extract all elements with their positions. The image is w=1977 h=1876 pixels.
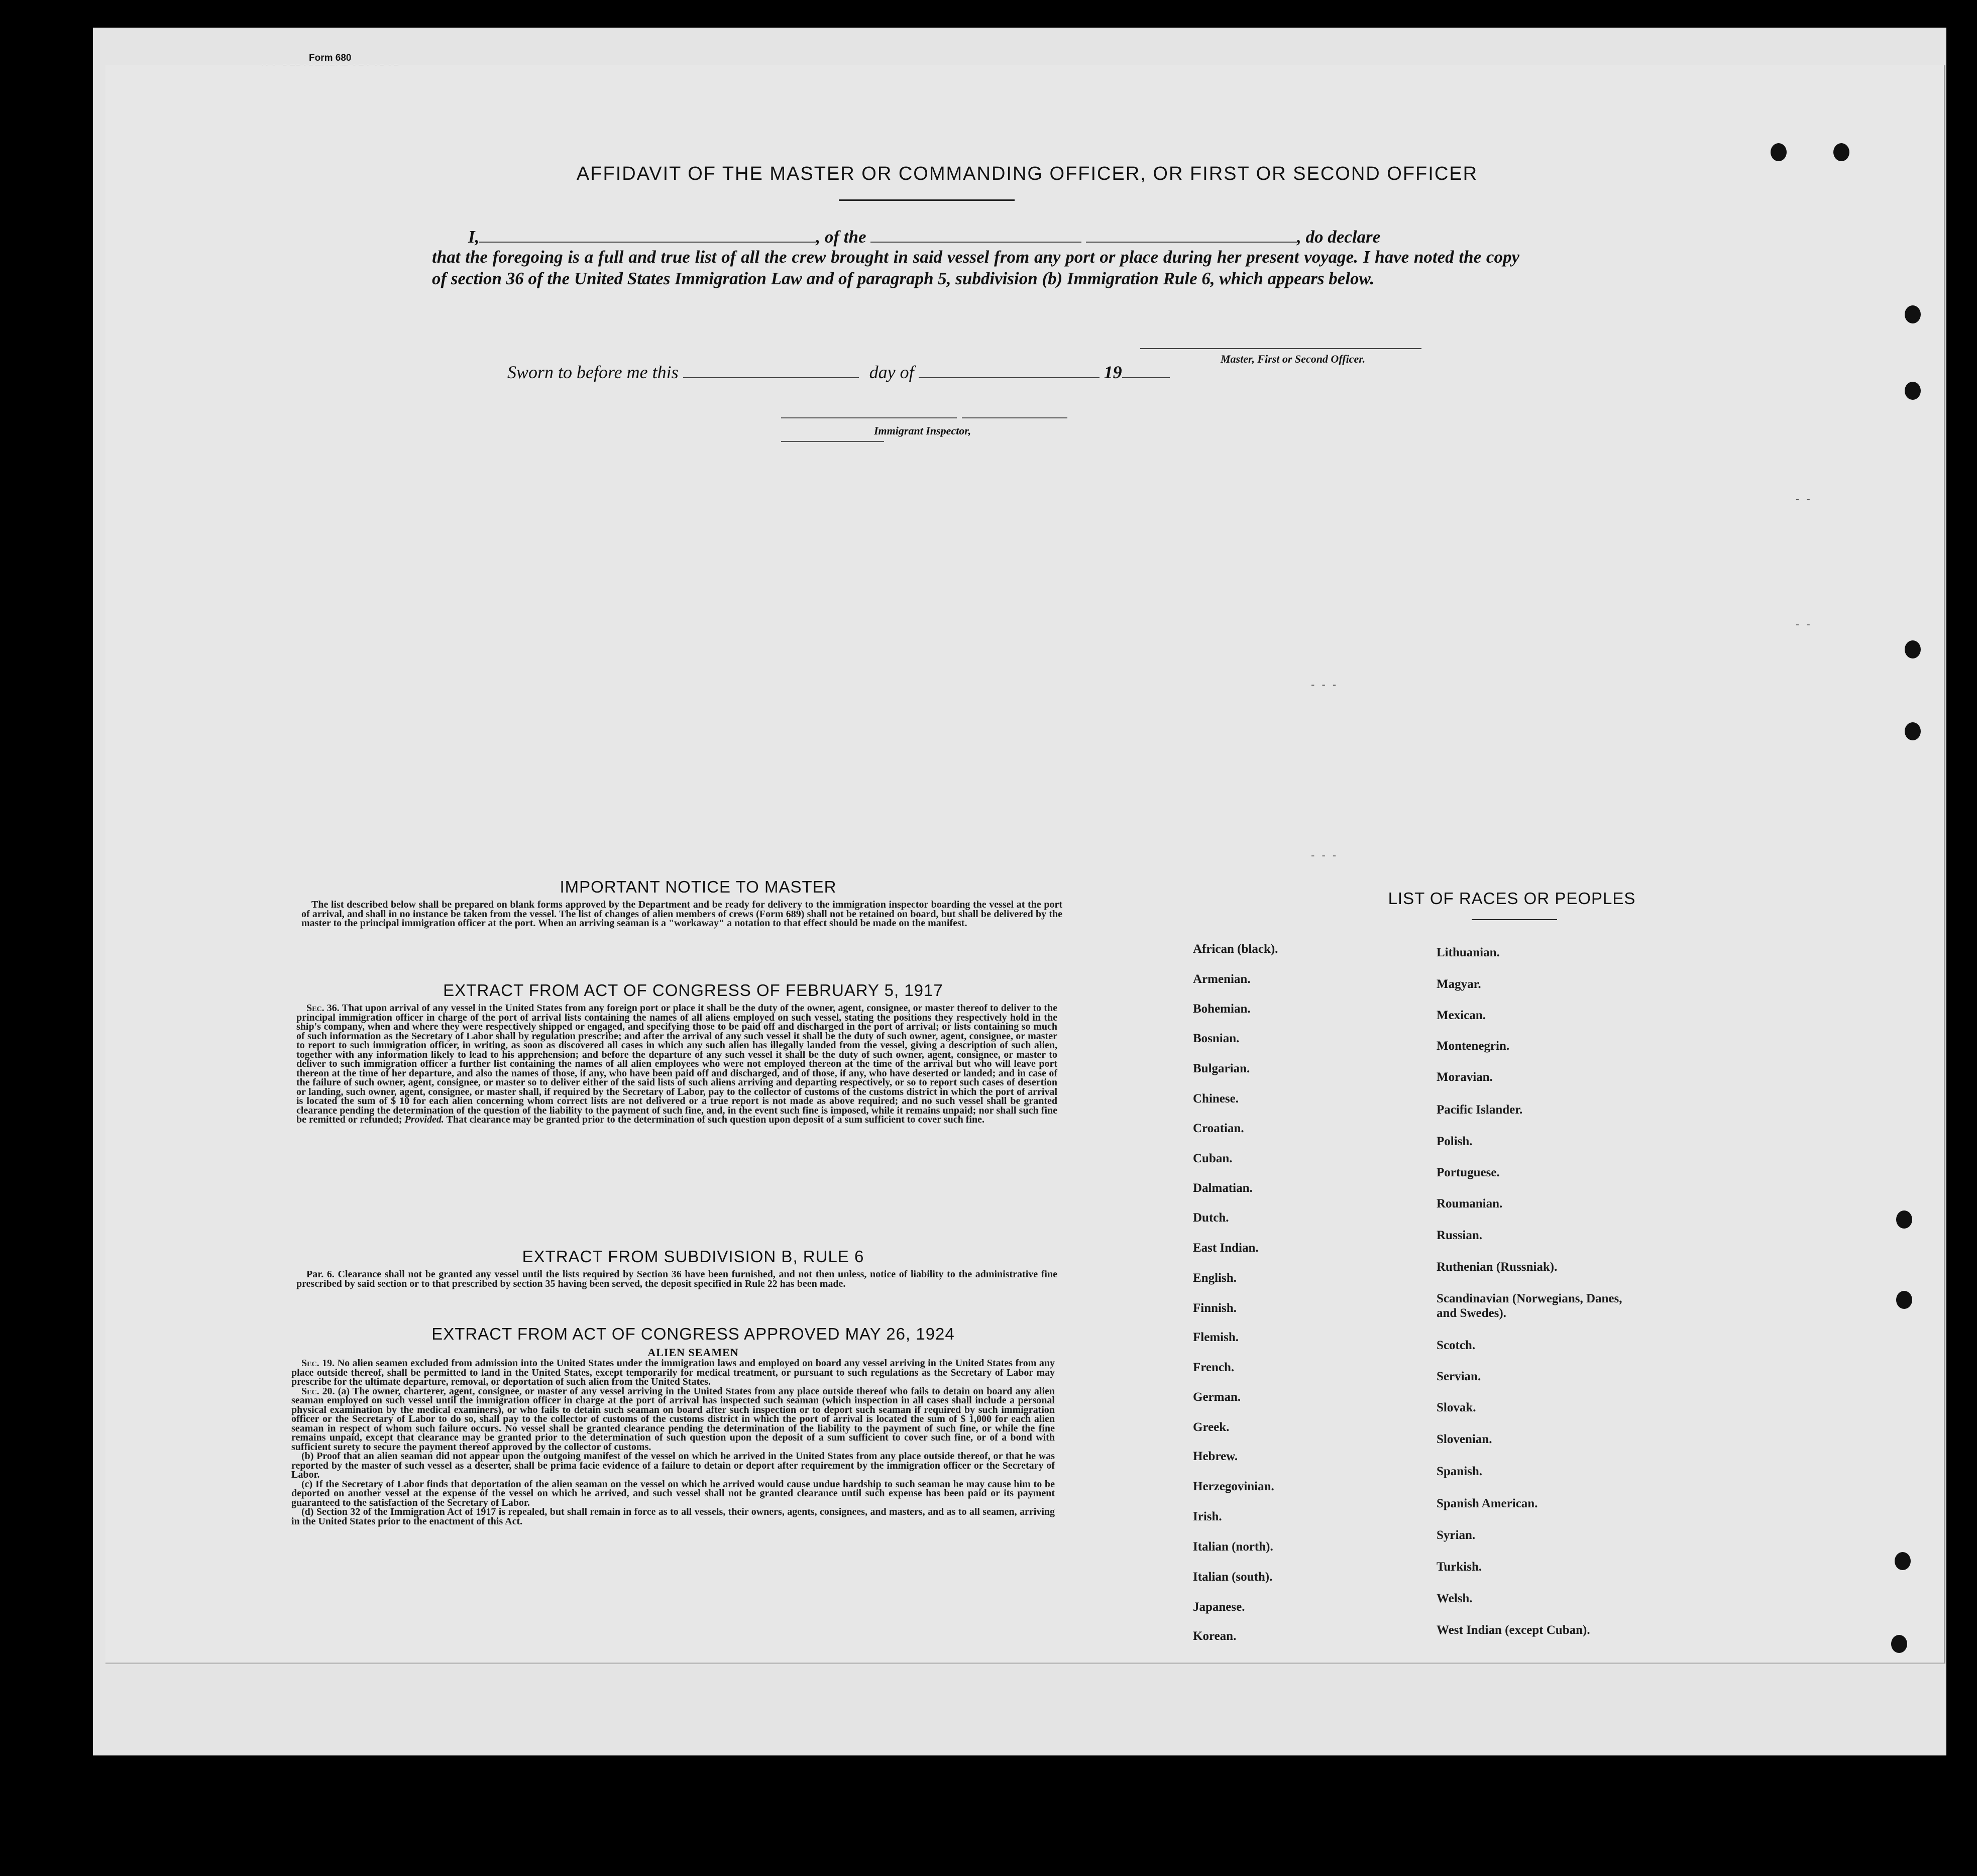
race-item: Slovenian.	[1437, 1432, 1492, 1446]
month-blank[interactable]	[919, 362, 1100, 378]
race-item: Flemish.	[1193, 1331, 1239, 1344]
vessel-blank[interactable]	[870, 227, 1081, 243]
punch-hole	[1771, 143, 1787, 161]
races-heading: LIST OF RACES OR PEOPLES	[1388, 889, 1636, 908]
section-20-label: Sec. 20.	[301, 1385, 335, 1397]
section-36-text: That upon arrival of any vessel in the United States from any foreign port or place it shall be the duty of the owner, agent, consignee, or master thereof to deliver to the principal immigration officer in charge of the port of arrival lists containing the names of all aliens employed on such vessel, stating the positions they respectively hold in the ship's company, when and where they were respectively shipped or engaged, and specifying those to be paid off and discharged in the port of arrival; or lists containing so much of such information as the Secretary of Labor shall by regulation prescribe; and after the arrival of any such vessel it shall be the duty of such owner, agent, consignee, or master to report to such immigration officer, in writing, as soon as discovered all cases in which any such alien has illegally landed from the vessel, giving a description of such alien, together with any information likely to lead to his apprehension; and before the departure of any such vessel it shall be the duty of such owner, agent, consignee, or master to deliver to such immigration officer a further list containing the names of all alien employees who were not employed thereon at the time of the arrival but who will leave port thereon at the time of her departure, and also the names of those, if any, who have been paid off and discharged, and of those, if any, who have deserted or landed; and in case of the failure of such owner, agent, consignee, or master so to deliver either of the said lists of such aliens arriving and departing respectively, or so to report such cases of desertion or landing, such owner, agent, consignee, or master shall, if required by the Secretary of Labor, pay to the collector of customs of the customs district in which the port of arrival is located the sum of $ 10 for each alien concerning whom correct lists are not delivered or a true report is not made as above required; and no such vessel shall be granted clearance pending the determination of the question of the liability to the payment of such fine, and, in the event such fine is imposed, while it remains unpaid; nor shall such fine be remitted or refunded;	[296, 1003, 1057, 1125]
extract-1917-body	[296, 1004, 1057, 1125]
race-item: Montenegrin.	[1437, 1039, 1510, 1053]
notice-body	[301, 900, 1062, 928]
vessel-name-blank[interactable]	[1086, 227, 1297, 243]
day-blank[interactable]	[683, 362, 859, 378]
signature-label: Master, First or Second Officer.	[1221, 353, 1366, 365]
section-36-label: Sec. 36.	[306, 1003, 340, 1014]
race-item: Roumanian.	[1437, 1197, 1503, 1210]
section-20b-text: (b) Proof that an alien seaman did not appear upon the outgoing manifest of the vessel on which he arrived in the United States from any place outside thereof, or that he was reported by the master of such vessel as a deserter, shall be prima facie evidence of a failure to detain or deport after requirement by the immigration officer or the Secretary of Labor.	[291, 1451, 1055, 1480]
race-item: Polish.	[1437, 1135, 1473, 1148]
race-item: Moravian.	[1437, 1070, 1493, 1084]
race-item: Servian.	[1437, 1370, 1481, 1383]
extract-1924-heading: EXTRACT FROM ACT OF CONGRESS APPROVED MAY 26, 1924	[431, 1325, 955, 1343]
race-item: Cuban.	[1193, 1152, 1233, 1165]
race-item: Welsh.	[1437, 1592, 1473, 1605]
declaration-of-the: , of the	[816, 227, 866, 247]
ghost-mark: - -	[1796, 618, 1812, 630]
race-item: Scandinavian (Norwegians, Danes, and Swedes).	[1437, 1292, 1622, 1320]
form-number: Form 680	[309, 53, 352, 63]
title-underline	[839, 199, 1015, 201]
inspector-label: Immigrant Inspector,	[874, 424, 971, 437]
extract-1924-body	[291, 1359, 1055, 1526]
punch-hole	[1905, 640, 1921, 658]
sworn-prefix: Sworn to before me this	[507, 362, 679, 382]
punch-hole	[1896, 1291, 1912, 1309]
race-item: Scotch.	[1437, 1339, 1476, 1352]
section-20c-text: (c) If the Secretary of Labor finds that deportation of the alien seaman on the vessel on which he arrived would cause undue hardship to such seaman he may cause him to be deported on another vessel at the expense of the vessel on which he arrived, and such vessel shall not be granted clearance until such expense has been paid or its payment guaranteed to the satisfaction of the Secretary of Labor.	[291, 1478, 1055, 1508]
race-item: Japanese.	[1193, 1600, 1245, 1614]
race-item: Hebrew.	[1193, 1450, 1238, 1463]
race-item: Herzegovinian.	[1193, 1480, 1274, 1493]
race-item: Bosnian.	[1193, 1032, 1240, 1045]
punch-hole	[1905, 305, 1921, 323]
race-item: Bohemian.	[1193, 1002, 1251, 1016]
race-item: Spanish.	[1437, 1465, 1483, 1478]
race-item: French.	[1193, 1361, 1235, 1374]
signature-line[interactable]	[1140, 348, 1421, 349]
name-blank[interactable]	[479, 227, 816, 243]
provided-text: That clearance may be granted prior to the determination of such question upon deposit of a sum sufficient to cover such fine.	[446, 1114, 984, 1125]
provided-label: Provided.	[404, 1114, 444, 1125]
race-item: Mexican.	[1437, 1009, 1486, 1022]
race-item: African (black).	[1193, 942, 1278, 956]
punch-hole	[1896, 1210, 1912, 1229]
section-20a-text: (a) The owner, charterer, agent, consignee, or master of any vessel arriving in the United States from any place outside thereof who fails to detain on board any alien seaman employed on such vessel until the immigration officer in charge at the port of arrival has inspected such seaman (which inspection in all cases shall include a personal physical examination by the medical examiners), or who fails to detain such seaman on board after such inspection or to deport such seaman if required by such immigration officer or the Secretary of Labor to do so, shall pay to the collector of customs of the customs district in which the port of arrival is located the sum of $ 1,000 for each alien seaman in respect of whom such failure occurs. No vessel shall be granted clearance pending the determination of the liability to the payment of such fine, or while the fine remains unpaid, except that clearance may be granted prior to the determination of such question upon the deposit of a sum sufficient to cover such fine, or of a bond with sufficient surety to secure the payment thereof approved by the collector of customs.	[291, 1385, 1055, 1453]
race-item: Slovak.	[1437, 1401, 1476, 1414]
punch-hole	[1833, 143, 1849, 161]
race-item: Spanish American.	[1437, 1497, 1538, 1510]
extract-rule6-heading: EXTRACT FROM SUBDIVISION B, RULE 6	[522, 1247, 864, 1266]
race-item: Turkish.	[1437, 1560, 1482, 1574]
declaration-i: I,	[468, 227, 480, 247]
race-item: Russian.	[1437, 1229, 1483, 1242]
extract-rule6-body	[296, 1270, 1057, 1288]
race-item: Magyar.	[1437, 977, 1481, 991]
race-item: Chinese.	[1193, 1092, 1239, 1106]
declaration-first-line	[468, 226, 1533, 248]
extract-1917-heading: EXTRACT FROM ACT OF CONGRESS OF FEBRUARY 5, 1917	[443, 981, 943, 1000]
race-item: Greek.	[1193, 1420, 1230, 1434]
race-item: Italian (north).	[1193, 1540, 1273, 1554]
year-blank[interactable]	[1122, 362, 1170, 378]
ghost-mark: - -	[1796, 492, 1812, 505]
race-item: Dalmatian.	[1193, 1181, 1253, 1195]
notice-paragraph: The list described below shall be prepared on blank forms approved by the Department and be ready for delivery to the immigration inspector boarding the vessel at the port of arrival, and shall in no instance be taken from the vessel. The list of changes of alien members of crews (Form 689) shall not be retained on board, but shall be delivered by the master to the principal immigration officer at the port. When an arriving seaman is a "workaway" a notation to that effect should be made on the manifest.	[301, 899, 1062, 929]
race-item: Portuguese.	[1437, 1166, 1500, 1179]
race-item: Lithuanian.	[1437, 946, 1500, 959]
punch-hole	[1905, 722, 1921, 740]
declaration-body: that the foregoing is a full and true list of all the crew brought in said vessel from any port or place during her present voyage. I have noted the copy of section 36 of the United States Immigration Law and of paragraph 5, subdivision (b) Immigration Rule 6, which appears below.	[432, 247, 1519, 288]
race-item: Ruthenian (Russniak).	[1437, 1260, 1558, 1274]
form-sheet	[105, 65, 1945, 1664]
race-item: German.	[1193, 1390, 1241, 1404]
races-heading-underline	[1472, 919, 1557, 920]
rule6-paragraph: Par. 6. Clearance shall not be granted any vessel until the lists required by Section 36 have been furnished, and not then unless, notice of liability to the administrative fine prescribed by said section or to that prescribed by section 35 having been served, the deposit specified in Rule 22 has been made.	[296, 1269, 1057, 1289]
punch-hole	[1895, 1552, 1911, 1570]
race-item: Finnish.	[1193, 1301, 1237, 1315]
sworn-year: 19	[1104, 362, 1122, 382]
punch-hole	[1891, 1635, 1907, 1653]
punch-hole	[1905, 382, 1921, 400]
alien-seamen-subheading: ALIEN SEAMEN	[647, 1346, 739, 1359]
ghost-mark: - - -	[1311, 678, 1339, 691]
sworn-day-of: day of	[869, 362, 914, 382]
race-item: Syrian.	[1437, 1528, 1476, 1542]
race-item: Pacific Islander.	[1437, 1103, 1523, 1117]
race-item: Armenian.	[1193, 972, 1251, 986]
race-item: Irish.	[1193, 1510, 1222, 1523]
race-item: Dutch.	[1193, 1211, 1229, 1225]
race-item: English.	[1193, 1271, 1237, 1285]
affidavit-title: AFFIDAVIT OF THE MASTER OR COMMANDING OFFICER, OR FIRST OR SECOND OFFICER	[576, 163, 1478, 184]
section-19-text: No alien seamen excluded from admission into the United States under the immigration laws and employed on board any vessel arriving in the United States from any place outside thereof, shall be permitted to land in the United States, except temporarily for medical treatment, or pursuant to such regulations as the Secretary of Labor may prescribe for the ultimate departure, removal, or deportation of such alien from the United States.	[291, 1358, 1055, 1387]
race-item: Croatian.	[1193, 1122, 1244, 1135]
declaration-do-declare: , do declare	[1297, 227, 1381, 247]
race-item: West Indian (except Cuban).	[1437, 1623, 1590, 1637]
section-20d-text: (d) Section 32 of the Immigration Act of 1917 is repealed, but shall remain in force as to all vessels, their owners, agents, consignees, and masters, and as to all seamen, arriving in the United States prior to the enactment of this Act.	[291, 1506, 1055, 1527]
race-item: Korean.	[1193, 1629, 1237, 1643]
sworn-line	[507, 362, 1170, 383]
notice-heading: IMPORTANT NOTICE TO MASTER	[560, 877, 837, 896]
ghost-mark: - - -	[1311, 849, 1339, 861]
race-item: East Indian.	[1193, 1241, 1259, 1255]
race-item: Italian (south).	[1193, 1570, 1273, 1584]
section-19-label: Sec. 19.	[301, 1358, 335, 1369]
race-item: Bulgarian.	[1193, 1062, 1250, 1075]
